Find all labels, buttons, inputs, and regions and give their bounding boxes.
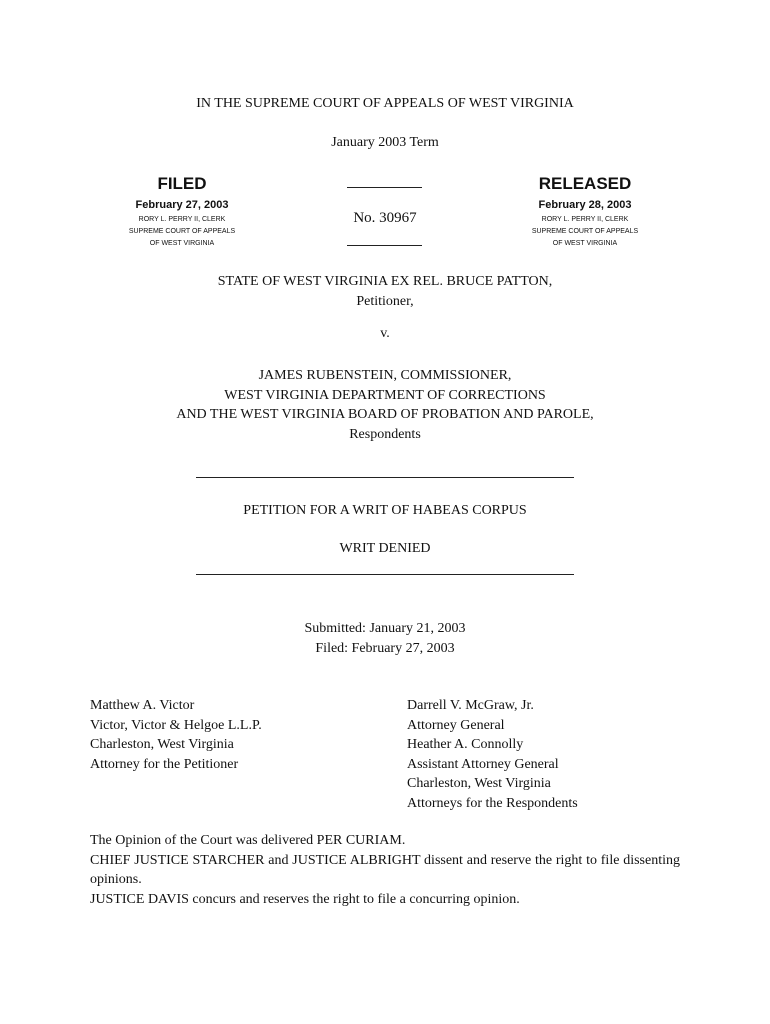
petitioner <box>0 272 770 311</box>
counsel-line: Attorney for the Petitioner <box>90 756 239 772</box>
case-number: No. 30967 <box>353 210 417 226</box>
filed-title: FILED <box>157 174 207 193</box>
counsel-line: Assistant Attorney General <box>407 756 559 772</box>
petitioner-role: Petitioner, <box>356 293 414 309</box>
opinion-line: JUSTICE DAVIS concurs and reserves the right to file a concurring opinion. <box>90 891 520 907</box>
submitted-date: Submitted: January 21, 2003 <box>304 621 466 636</box>
divider <box>196 574 574 575</box>
divider <box>196 477 574 478</box>
released-line: RORY L. PERRY II, CLERK <box>541 216 629 223</box>
respondent-line: WEST VIRGINIA DEPARTMENT OF CORRECTIONS <box>224 387 546 403</box>
term: January 2003 Term <box>331 135 439 150</box>
released-date: February 28, 2003 <box>538 199 632 211</box>
petitioner-name: STATE OF WEST VIRGINIA EX REL. BRUCE PATTON, <box>217 274 553 289</box>
counsel-petitioner <box>90 696 262 774</box>
dates <box>0 619 770 658</box>
filed-date-line: Filed: February 27, 2003 <box>315 640 455 656</box>
counsel-line: Darrell V. McGraw, Jr. <box>407 698 534 713</box>
released-title: RELEASED <box>538 174 632 193</box>
filed-line: RORY L. PERRY II, CLERK <box>138 216 226 223</box>
counsel-line: Attorneys for the Respondents <box>407 795 578 811</box>
opinion-notes <box>90 831 680 909</box>
versus: v. <box>380 326 390 341</box>
respondent-line: JAMES RUBENSTEIN, COMMISSIONER, <box>258 368 512 383</box>
counsel-respondents <box>407 696 578 813</box>
filed-line: SUPREME COURT OF APPEALS <box>128 228 236 235</box>
opinion-line: CHIEF JUSTICE STARCHER and JUSTICE ALBRIGHT dissent and reserve the right to file dissenting opinions. <box>90 852 680 887</box>
opinion-line: The Opinion of the Court was delivered PER CURIAM. <box>90 833 406 848</box>
counsel-line: Heather A. Connolly <box>407 737 524 752</box>
court-heading: IN THE SUPREME COURT OF APPEALS OF WEST VIRGINIA <box>196 96 574 111</box>
divider <box>347 245 422 246</box>
counsel-line: Charleston, West Virginia <box>90 737 234 752</box>
filed-date: February 27, 2003 <box>135 199 229 211</box>
counsel-line: Charleston, West Virginia <box>407 776 551 791</box>
counsel-line: Victor, Victor & Helgoe L.L.P. <box>90 717 262 733</box>
petition-type: PETITION FOR A WRIT OF HABEAS CORPUS <box>243 503 527 518</box>
divider <box>347 187 422 188</box>
filed-line: OF WEST VIRGINIA <box>149 240 215 247</box>
released-line: SUPREME COURT OF APPEALS <box>531 228 639 235</box>
respondent-line: AND THE WEST VIRGINIA BOARD OF PROBATION AND PAROLE, <box>176 407 594 422</box>
released-line: OF WEST VIRGINIA <box>552 240 618 247</box>
respondents <box>0 366 770 444</box>
counsel-line: Attorney General <box>407 717 505 733</box>
counsel-line: Matthew A. Victor <box>90 698 195 713</box>
respondent-role: Respondents <box>349 426 421 442</box>
disposition: WRIT DENIED <box>339 541 431 556</box>
